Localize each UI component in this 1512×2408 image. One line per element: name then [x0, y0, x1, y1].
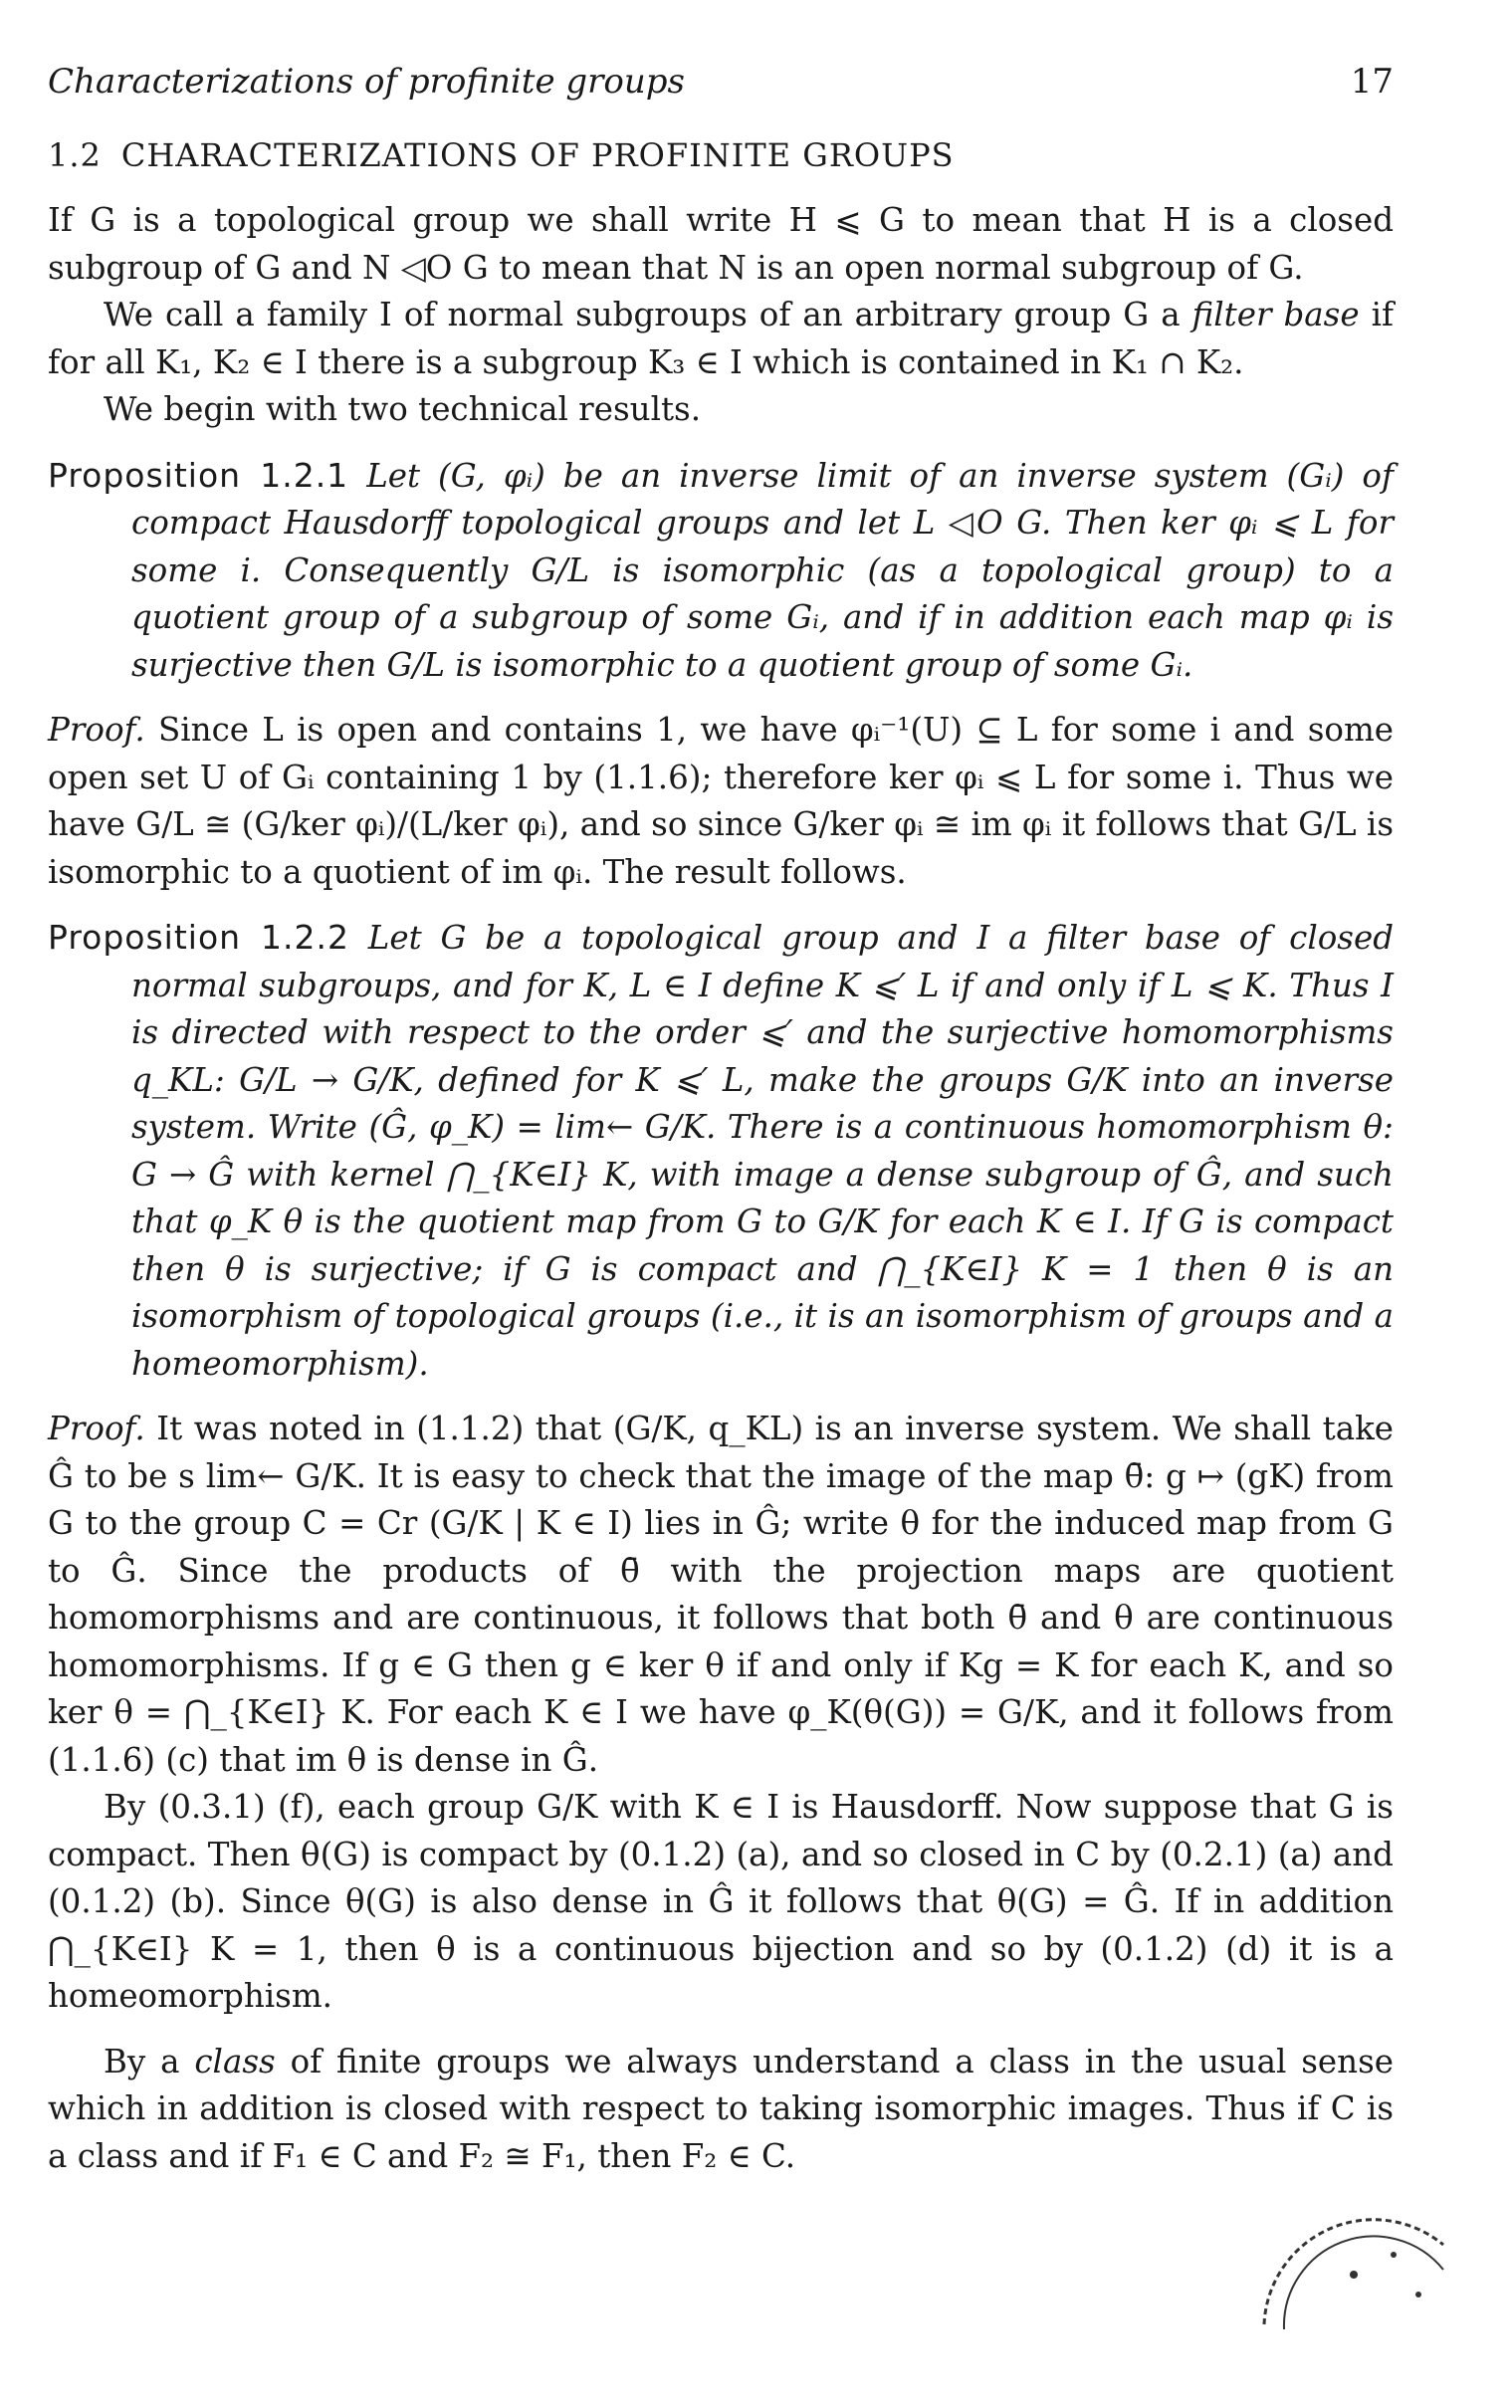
section-number: 1.2	[48, 136, 102, 174]
paragraph-class	[48, 2039, 1394, 2181]
filter-base-term: filter base	[1191, 296, 1360, 333]
proposition-1-2-1-label: Proposition 1.2.1	[48, 455, 349, 495]
page-number: 17	[1350, 62, 1394, 102]
proof-2-label: Proof.	[48, 1410, 145, 1447]
library-stamp	[1244, 2185, 1453, 2334]
running-title: Characterizations of profinite groups	[48, 62, 685, 102]
proof-1-text: Since L is open and contains 1, we have φᵢ⁻¹(U) ⊆ L for some i and some open set U of Gᵢ containing 1 by (1.1.6); therefore ker φᵢ ⩽ L for some i. Thus we have G/L ≅ (G/ker φᵢ)/(L/ker φᵢ), and so since G/ker φᵢ ≅ im φᵢ it follows that G/L is isomorphic to a quotient of im φᵢ. The result follows.	[48, 711, 1394, 891]
running-head	[48, 60, 1394, 104]
class-post: of finite groups we always understand a class in the usual sense which in addition is closed with respect to taking isomorphic images. Thus if C is a class and if F₁ ∈ C and F₂ ≅ F₁, then F₂ ∈ C.	[48, 2042, 1394, 2175]
proof-1-label: Proof.	[48, 711, 145, 749]
section-title	[48, 133, 1394, 177]
class-pre: By a	[104, 2042, 195, 2080]
proof-2-text: It was noted in (1.1.2) that (G/K, q_KL) is an inverse system. We shall take Ĝ to be s lim← G/K. It is easy to check that the image of the map θ̄: g ↦ (gK) from G to the group C = Cr (G/K | K ∈ I) lies in Ĝ; write θ for the induced map from G to Ĝ. Since the products of θ̄ with the projection maps are quotient homomorphisms and are continuous, it follows that both θ̄ and θ are continuous homomorphisms. If g ∈ G then g ∈ ker θ if and only if Kg = K for each K, and so ker θ = ⋂_{K∈I} K. For each K ∈ I we have φ_K(θ(G)) = G/K, and it follows from (1.1.6) (c) that im θ is dense in Ĝ.	[48, 1410, 1394, 1779]
proposition-1-2-1-statement: Let (G, φᵢ) be an inverse limit of an inverse system (Gᵢ) of compact Hausdorff topological groups and let L ◁O G. Then ker φᵢ ⩽ L for some i. Consequently G/L is isomorphic (as a topological group) to a quotient group of a subgroup of some Gᵢ, and if in addition each map φᵢ is surjective then G/L is isomorphic to a quotient group of some Gᵢ.	[131, 456, 1394, 684]
proposition-1-2-2	[48, 914, 1394, 1388]
paragraph-technical: We begin with two technical results.	[104, 390, 702, 428]
proof-2-continued: By (0.3.1) (f), each group G/K with K ∈ I is Hausdorff. Now suppose that G is compact. Then θ(G) is compact by (0.1.2) (a), and so closed in C by (0.2.1) (a) and (0.1.2) (b). Since θ(G) is also dense in Ĝ it follows that θ(G) = Ĝ. If in addition ⋂_{K∈I} K = 1, then θ is a continuous bijection and so by (0.1.2) (d) it is a homeomorphism.	[48, 1788, 1394, 2015]
proposition-1-2-2-body	[48, 914, 1394, 1388]
proof-2	[48, 1406, 1394, 1784]
proposition-1-2-1-body	[48, 452, 1394, 690]
paragraph-filter-base	[48, 292, 1394, 386]
section-heading: CHARACTERIZATIONS OF PROFINITE GROUPS	[120, 136, 955, 174]
proposition-1-2-2-statement: Let G be a topological group and I a filter base of closed normal subgroups, and for K, L ∈ I define K ⩽′ L if and only if L ⩽ K. Thus I is directed with respect to the order ⩽′ and the surjective homomorphisms q_KL: G/L → G/K, defined for K ⩽′ L, make the groups G/K into an inverse system. Write (Ĝ, φ_K) = lim← G/K. There is a continuous homomorphism θ: G → Ĝ with kernel ⋂_{K∈I} K, with image a dense subgroup of Ĝ, and such that φ_K θ is the quotient map from G to G/K for each K ∈ I. If G is compact then θ is surjective; if G is compact and ⋂_{K∈I} K = 1 then θ is an isomorphism of topological groups (i.e., it is an isomorphism of groups and a homeomorphism).	[131, 919, 1394, 1383]
proof-1	[48, 707, 1394, 896]
class-term: class	[194, 2042, 276, 2080]
proposition-1-2-1	[48, 452, 1394, 690]
paragraph-intro: If G is a topological group we shall write H ⩽ G to mean that H is a closed subgroup of G and N ◁O G to mean that N is an open normal subgroup of G.	[48, 201, 1394, 287]
filter-base-pre: We call a family I of normal subgroups of an arbitrary group G a	[104, 296, 1192, 333]
proposition-1-2-2-label: Proposition 1.2.2	[48, 918, 349, 957]
filter-base-post: if for all K₁, K₂ ∈ I there is a subgroup K₃ ∈ I which is contained in K₁ ∩ K₂.	[48, 296, 1394, 381]
page	[48, 60, 1394, 2180]
